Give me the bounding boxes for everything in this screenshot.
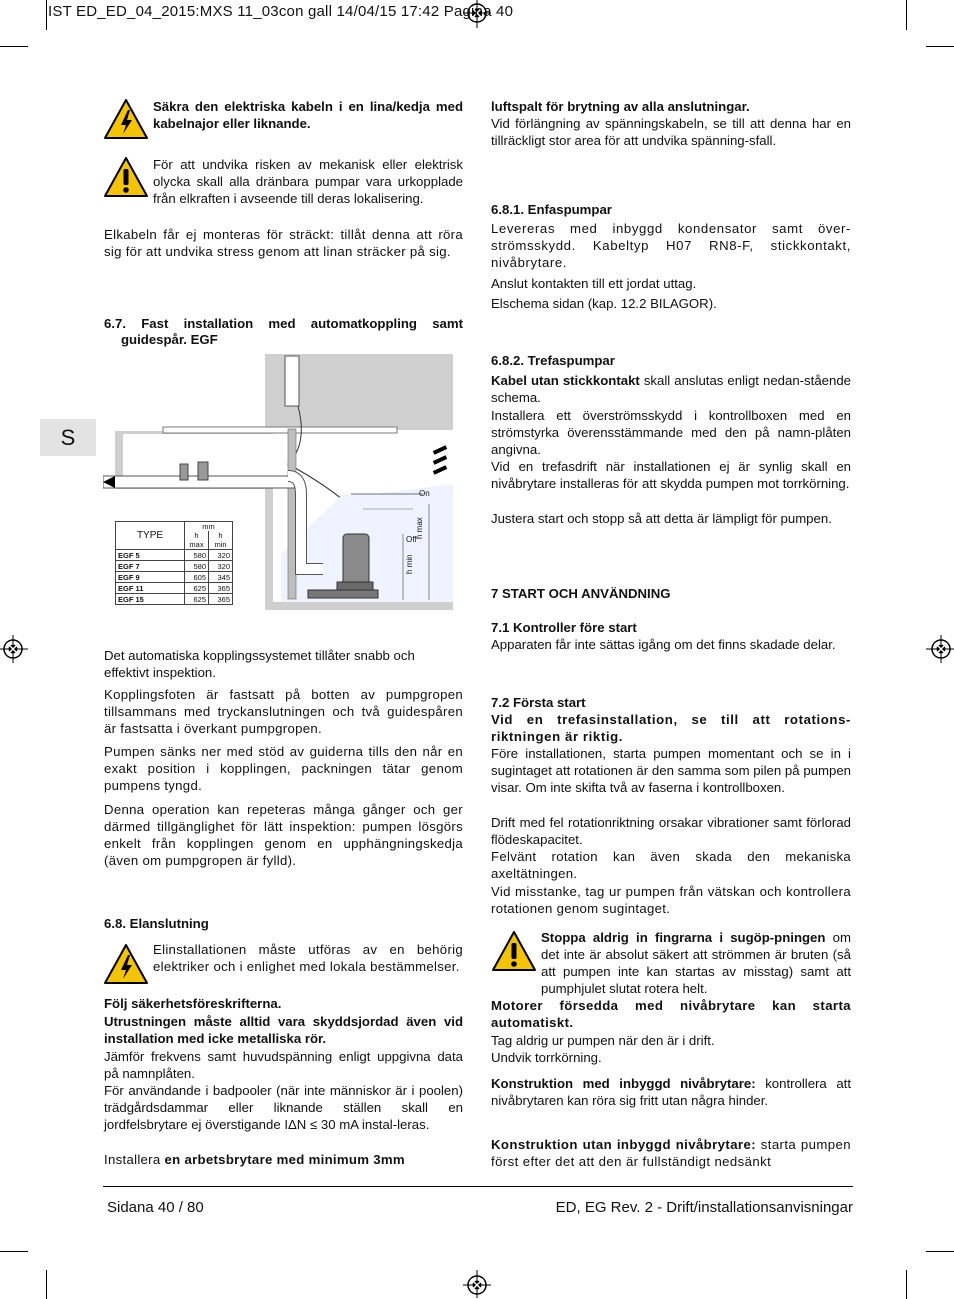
crop-mark	[0, 1251, 28, 1252]
language-tab: S	[40, 419, 96, 456]
section-heading-6-8-1: 6.8.1. Enfaspumpar	[491, 202, 612, 217]
paragraph-single-phase: Levereras med inbyggd kondensator samt över-strömsskydd. Kabeltyp H07 RN8-F, stickkontakt, nivåbrytare.	[491, 221, 851, 270]
egf-dimensions-table	[115, 521, 233, 605]
footer-document-title: ED, EG Rev. 2 - Drift/installationsanvisningar	[555, 1199, 853, 1216]
table-header-mm: mm	[185, 522, 233, 532]
paragraph-pump-lowered: Pumpen sänks ner med stöd av guiderna tills den når en exakt position i kopplingen, packningen tätar genom pumpens tyngd.	[104, 744, 463, 793]
print-slug: IST ED_ED_04_2015:MXS 11_03con gall 14/04/15 17:42 Pagina 40	[48, 3, 514, 20]
h-min-label: h min	[405, 554, 414, 574]
registration-mark	[463, 1270, 491, 1298]
section-heading-6-8-2: 6.8.2. Trefaspumpar	[491, 353, 615, 368]
paragraph-compare-frequency: Jämför frekvens samt huvudspänning enligt uppgivna data på namnplåten.	[104, 1049, 463, 1081]
table-header-hmin: h min	[209, 531, 233, 550]
level-on-label: On	[419, 489, 430, 498]
section-heading-7-1: 7.1 Kontroller före start	[491, 620, 637, 635]
paragraph-cable-tension: Elkabeln får ej monteras för sträckt: tillåt denna att röra sig för att undvika stress genom att linan sträcker på sig.	[104, 227, 463, 259]
h-max-label: h max	[415, 517, 424, 539]
crop-mark	[926, 46, 954, 47]
warning-electric-cable: Säkra den elektriska kabeln i en lina/kedja med kabelnajor eller liknande.	[153, 99, 463, 131]
registration-mark	[0, 635, 28, 663]
section-heading-7-2: 7.2 Första start	[491, 695, 586, 710]
bold-safety-rules: Följ säkerhetsföreskrifterna.	[104, 996, 282, 1011]
table-row: EGF 9 605 345	[116, 572, 233, 583]
table-row: EGF 15 625 365	[116, 594, 233, 605]
paragraph-never-remove: Tag aldrig ur pumpen när den är i drift.	[491, 1033, 715, 1048]
table-header-type: TYPE	[116, 522, 185, 550]
table-row: EGF 11 625 365	[116, 583, 233, 594]
paragraph-suspicion-check: Vid misstanke, tag ur pumpen från vätskan och kontrollera rotationen genom sugintaget.	[491, 884, 851, 916]
crop-mark	[906, 1270, 907, 1299]
crop-mark	[46, 1270, 47, 1299]
crop-mark	[906, 0, 907, 30]
paragraph-wrong-rotation: Drift med fel rotationriktning orsakar vibrationer samt förlorad flödeskapacitet.	[491, 815, 851, 847]
paragraph-damaged-parts: Apparaten får inte sättas igång om det finns skadade delar.	[491, 637, 836, 652]
paragraph-wiring-diagram-ref: Elschema sidan (kap. 12.2 BILAGOR).	[491, 296, 717, 311]
footer-rule	[103, 1186, 853, 1187]
paragraph-check-rotation: Före installationen, starta pumpen momentant och se in i sugintaget att rotationen är den samma som pilen på pumpen visar. Om inte skifta två av faserna i kontrollboxen.	[491, 746, 851, 795]
paragraph-three-phase-cable: Kabel utan stickkontakt skall anslutas enligt nedan-stående schema.	[491, 373, 851, 405]
paragraph-without-level-switch: Konstruktion utan inbyggd nivåbrytare: starta pumpen först efter det att den är fullständigt nedsänkt	[491, 1137, 851, 1169]
paragraph-coupling-foot: Kopplingsfoten är fastsatt på botten av pumpgropen tillsammans med tryckanslutningen och två guidespåren är fastsatta i överkant pumpgropen.	[104, 687, 463, 736]
paragraph-grounded-outlet: Anslut kontakten till ett jordat uttag.	[491, 276, 697, 291]
warning-icon	[103, 156, 149, 198]
paragraph-overcurrent: Installera ett överströmsskydd i kontrollboxen med en strömstyrka överensstämmande med den på namn-plåten angivna.	[491, 408, 851, 457]
bold-grounding: Utrustningen måste alltid vara skyddsjordad även vid installation med icke metalliska rör.	[104, 1014, 463, 1046]
warning-qualified-electrician: Elinstallationen måste utföras av en behörig elektriker och i enlighet med lokala bestämmelser.	[153, 942, 463, 974]
paragraph-install-switch: Installera en arbetsbrytare med minimum 3mm	[104, 1152, 405, 1167]
paragraph-with-level-switch: Konstruktion med inbyggd nivåbrytare: kontrollera att nivåbrytaren kan röra sig fritt utan några hinder.	[491, 1076, 851, 1108]
registration-mark	[926, 635, 954, 663]
electric-hazard-icon	[103, 943, 149, 985]
paragraph-adjust-start-stop: Justera start och stopp så att detta är lämpligt för pumpen.	[491, 511, 832, 526]
bold-air-gap: luftspalt för brytning av alla anslutningar.	[491, 99, 750, 114]
installation-figure	[103, 354, 453, 610]
warning-fingers-intake: Stoppa aldrig in fingrarna i sugöp-pningen om det inte är absolut säkert att strömmen är bruten (så att pumpen inte kan startas av misstag) samt att pumphjulet slutat rotera helt.	[541, 930, 851, 996]
warning-icon	[491, 930, 537, 972]
crop-mark	[926, 1251, 954, 1252]
crop-mark	[0, 46, 28, 47]
table-row: EGF 7 580 320	[116, 561, 233, 572]
paragraph-avoid-dry-run: Undvik torrkörning.	[491, 1050, 602, 1065]
section-heading-6-7-cont: guidespår. EGF	[121, 332, 218, 347]
electric-hazard-icon	[103, 98, 149, 140]
crop-mark	[46, 0, 47, 30]
section-heading-7: 7 START OCH ANVÄNDNING	[491, 586, 671, 601]
bold-rotation-direction: Vid en trefasinstallation, se till att rotations-riktningen är riktig.	[491, 712, 851, 744]
bold-auto-start: Motorer försedda med nivåbrytare kan starta automatiskt.	[491, 998, 851, 1030]
table-header-hmax: h max	[185, 531, 209, 550]
section-heading-6-7: 6.7. Fast installation med automatkoppling samt	[104, 316, 463, 331]
paragraph-repeat-operation: Denna operation kan repeteras många gånger och ger därmed tillgänglighet för lätt inspektion: pumpen lösgörs enkelt från kopplingen genom en upphängningskedja (även om pumpgropen är fylld).	[104, 802, 463, 868]
paragraph-extension-cable: Vid förlängning av spänningskabeln, se till att denna har en tillräckligt stor area för att undvika spänning-sfall.	[491, 116, 851, 148]
table-row: EGF 5 580 320	[116, 550, 233, 561]
paragraph-seal-damage: Felvänt rotation kan även skada den mekaniska axeltätningen.	[491, 849, 851, 881]
level-off-label: Off	[406, 535, 417, 544]
warning-disconnect-power: För att undvika risken av mekanisk eller elektrisk olycka skall alla dränbara pumpar vara urkopplade från elkraften i avseende till deras lokalisering.	[153, 157, 463, 206]
paragraph-level-switch: Vid en trefasdrift när installationen ej är synlig skall en nivåbrytare installeras för att skydda pumpen mot torrkörning.	[491, 459, 851, 491]
section-heading-6-8: 6.8. Elanslutning	[104, 916, 209, 931]
page-number: Sidana 40 / 80	[107, 1199, 204, 1216]
paragraph-coupling-system: Det automatiska kopplingssystemet tillåter snabb och effektivt inspektion.	[104, 648, 415, 680]
paragraph-pools: För användande i badpooler (när inte människor är i poolen) trädgårdsdammar eller liknande ställen skall en jordfelsbrytare ej överstigande IΔN ≤ 30 mA instal-leras.	[104, 1083, 463, 1132]
